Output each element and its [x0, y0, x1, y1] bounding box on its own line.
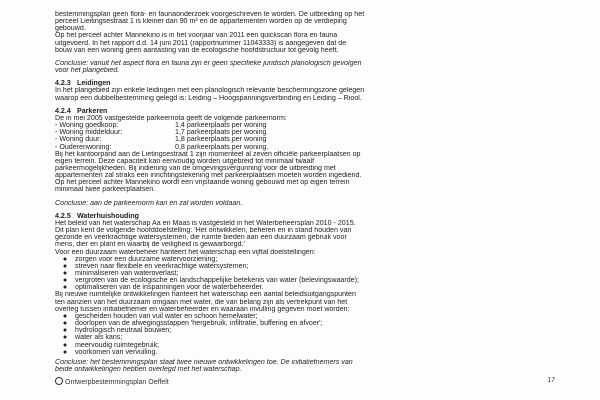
text-line: Op het perceel achter Mannekino wordt een vrijstaande woning gebouwd met op eigen terrein — [55, 179, 350, 187]
conclusion-line: Conclusie: vanuit het aspect flora en fauna zijn er geen specifieke juridisch planologisch gevolgen — [55, 59, 362, 67]
section-number: 4.2.3 — [55, 79, 71, 88]
bullet-icon: ● — [62, 311, 68, 320]
norm-label: - Woning middelduur: — [55, 128, 123, 137]
section-waterhuishouding — [55, 213, 565, 373]
page-footer — [55, 377, 555, 386]
bullet-icon: ● — [62, 347, 68, 356]
circle-logo-icon — [55, 377, 63, 385]
text-line: bouw van een woning geen aantasting van de ecologische hoofdstructuur tot gevolg heeft. — [55, 46, 339, 54]
conclusion-line: beide ontwikkelingen hebben overlegd met het waterschap. — [55, 366, 242, 374]
text-line: eigen terrein. Deze capaciteit kan eenvoudig worden uitgebreid tot minimaal twaalf — [55, 157, 315, 165]
intro-paragraph — [55, 11, 565, 54]
list-item-text: optimaliseren van de inspanningen voor de waterbeheerder. — [75, 283, 264, 292]
list-item-text: water als kans; — [75, 333, 123, 342]
text-line: Op het perceel achter Mannekino is in het voorjaar van 2011 een quickscan flora en fauna — [55, 32, 338, 40]
bullet-icon: ● — [62, 340, 68, 349]
list-item — [55, 349, 565, 356]
text-line: gebouwd. — [55, 25, 86, 33]
list-item — [55, 144, 565, 151]
text-line: In het plangebied zijn enkele leidingen met een planologisch relevante beschermingszone gelegen — [55, 87, 365, 95]
norm-value: 1,8 parkeerplaats per woning — [175, 135, 267, 144]
list-item — [55, 136, 565, 143]
section-number: 4.2.5 — [55, 211, 71, 220]
section-leidingen — [55, 80, 565, 101]
text-line: parkeermogelijkheden. Bij indiening van de omgevingsvergunning voor de uitbreiding met — [55, 164, 336, 172]
text-line: waarop een dubbelbestemming gelegd is: Leiding – Hoogspanningsverbinding en Leiding – Riool. — [55, 94, 362, 102]
bullet-icon: ● — [62, 333, 68, 342]
norm-value: 1,7 parkeerplaats per woning — [175, 128, 267, 137]
section-heading — [55, 213, 565, 220]
text-line: Bij nieuwe ruimtelijke ontwikkelingen hanteert het waterschap een aantal beleidsuitgangspunten — [55, 291, 356, 299]
text-line: mens, dier en plant en waarbij de veiligheid is gewaarborgd.' — [55, 241, 245, 249]
water-principles-list — [55, 313, 565, 356]
text-line: minimaal twee parkeerplaatsen. — [55, 186, 156, 194]
conclusion-line: Conclusie: aan de parkeernorm kan en zal worden voldaan. — [55, 199, 243, 207]
text-line: Voor een duurzaam waterbeheer hanteert het waterschap een vijftal doelstellingen: — [55, 248, 316, 256]
list-item-text: minimaliseren van wateroverlast; — [75, 269, 179, 277]
bullet-icon: ● — [62, 276, 68, 285]
norm-label: - Woning goedkoop: — [55, 121, 119, 130]
conclusion-line: Conclusie: het bestemmingsplan staat twee nieuwe ontwikkelingen toe. De initiatiefnemers van — [55, 358, 353, 366]
list-item — [55, 122, 565, 129]
water-goals-list — [55, 256, 565, 292]
conclusion-flora — [55, 60, 565, 74]
text-line: uitgevoerd. In het rapport d.d. 14 juni 2011 (rapportnummer 11043333) is aangegeven dat de — [55, 39, 347, 47]
list-item-text: doorlopen van de afwegingsstappen 'hergebruik, infiltratie, buffering en afvoer'; — [75, 319, 323, 328]
list-item-text: zorgen voor een duurzame watervoorziening; — [75, 254, 218, 263]
list-item-text: streven naar flexibele en veerkrachtige watersystemen; — [75, 261, 249, 270]
section-heading — [55, 80, 565, 87]
text-line: gezonde en veerkrachtige watersystemen, die ruimte bieden aan een duurzaam gebruik voor — [55, 234, 347, 242]
list-item-text: vergroten van de ecologische en landschappelijke betekenis van water (belevingswaarde); — [75, 276, 359, 285]
norm-value: 0,8 parkeerplaats per woning. — [175, 142, 269, 151]
section-title: Waterhuishouding — [77, 211, 139, 220]
text-line: Het beleid van het waterschap Aa en Maas is vastgesteld in het Waterbeheersplan 2010 - 2015. — [55, 219, 356, 227]
text-line: bestemmingsplan geen flora- en faunaonderzoek voorgeschreven te worden. De uitbreiding op het — [55, 11, 365, 18]
text-line: Dit plan kent de volgende hoofddoelstelling: 'Het ontwikkelen, beheren en in stand houden van — [55, 227, 352, 235]
bullet-icon: ● — [62, 269, 68, 277]
conclusion-line: voor het plangebied. — [55, 67, 120, 75]
text-line: ten aanzien van het duurzaam omgaan met water, die van belang zijn als vertrekpunt van het — [55, 298, 348, 306]
list-item-text: hydrologisch neutraal bouwen; — [75, 326, 172, 335]
list-item — [55, 129, 565, 136]
section-title: Leidingen — [77, 79, 111, 88]
list-item-text: voorkomen van vervuiling. — [75, 347, 158, 356]
text-line: appartementen zal straks een inrichtingstekening met parkeerplaatsen moeten worden ingediend. — [55, 172, 362, 180]
parking-norm-list — [55, 122, 565, 151]
section-title: Parkeren — [77, 106, 108, 115]
list-item — [55, 284, 565, 291]
bullet-icon: ● — [62, 283, 68, 292]
footer-title-wrap — [55, 377, 169, 386]
text-line: perceel Lieitingsestraat 1 is kleiner dan 90 m² en de appartementen worden op de verdieping — [55, 18, 347, 26]
section-parkeren — [55, 108, 565, 207]
page-content — [55, 11, 565, 373]
section-heading — [55, 108, 565, 115]
text-line: overleg tussen initiatiefnemer en waterbeheerder en waaraan invulling gegeven moet worden: — [55, 305, 350, 313]
list-item — [55, 327, 565, 334]
list-item-text: gescheiden houden van vuil water en schoon hemelwater; — [75, 311, 258, 320]
bullet-icon: ● — [62, 261, 68, 270]
footer-title: Ontwerpbestemmingsplan Oeffelt — [65, 379, 169, 386]
bullet-icon: ● — [62, 326, 68, 335]
section-number: 4.2.4 — [55, 106, 71, 115]
list-item-text: meervoudig ruimtegebruik; — [75, 340, 159, 349]
bullet-icon: ● — [62, 254, 68, 263]
text-line: Bij het kantoorpand aan de Lietingsestraat 1 zijn momenteel al zeven officiële parkeerplaatsen op — [55, 150, 361, 158]
norm-label: - Woning duur: — [55, 135, 102, 144]
bullet-icon: ● — [62, 319, 68, 328]
text-line: De in mei 2005 vastgestelde parkeernota geeft de volgende parkeernorm: — [55, 114, 287, 122]
norm-label: - Ouderenwoning: — [55, 142, 112, 151]
norm-value: 1,4 parkeerplaats per woning — [175, 121, 267, 130]
page-number: 17 — [547, 377, 555, 384]
